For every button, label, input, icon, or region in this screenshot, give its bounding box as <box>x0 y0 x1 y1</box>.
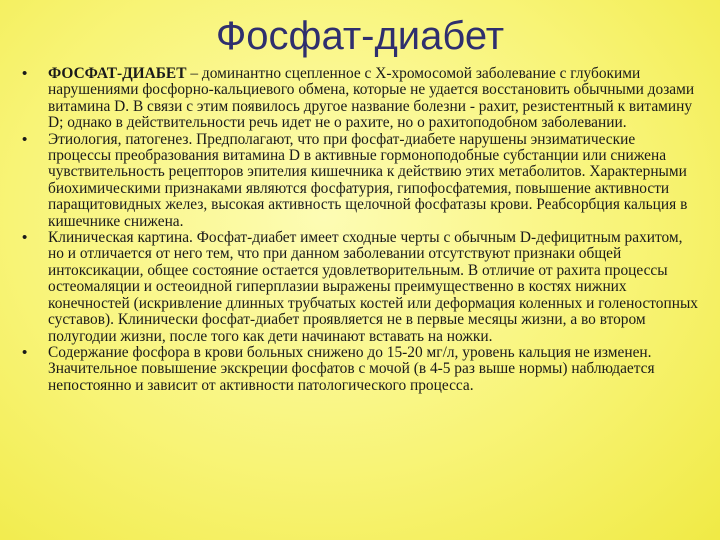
bullet-item <box>22 230 702 345</box>
bullet-lead-term: ФОСФАТ-ДИАБЕТ <box>48 65 187 82</box>
bullet-item <box>22 66 702 132</box>
bullet-dot-icon: • <box>22 130 28 148</box>
bullet-item <box>22 345 702 394</box>
bullet-text: Клиническая картина. Фосфат-диабет имеет сходные черты с обычным D-дефицитным рахитом, но и отличается от него тем, что при данном заболевании отсутствуют признаки общей интоксикации, общее состояние остается удовлетворительным. В отличие от рахита процессы остеомаляции и остеоидной гиперплазии выражены преимущественно в костях нижних конечностей (искривление длинных трубчатых костей или деформация коленных и голеностопных суставов). Клинически фосфат-диабет проявляется не в первые месяцы жизни, а во втором полугодии жизни, после того как дети начинают вставать на ножки. <box>48 229 698 345</box>
bullet-dot-icon: • <box>22 343 28 361</box>
bullet-dot-icon: • <box>22 229 28 247</box>
bullet-list <box>22 66 702 394</box>
slide-title: Фосфат-диабет <box>215 14 505 58</box>
bullet-text: Этиология, патогенез. Предполагают, что при фосфат-диабете нарушены энзиматические процессы преобразования витамина D в активные гормоноподобные субстанции или снижена чувствительность рецепторов эпителия кишечника к действию этих метаболитов. Характерными биохимическими признаками являются фосфатурия, гипофосфатемия, повышение активности паращитовидных желез, высокая активность щелочной фосфатазы крови. Реабсорбция кальция в кишечнике снижена. <box>48 130 688 230</box>
bullet-text: Содержание фосфора в крови больных снижено до 15-20 мг/л, уровень кальция не изменен. Значительное повышение экскреции фосфатов с мочой (в 4-5 раз выше нормы) наблюдается непостоянно и зависит от активности патологического процесса. <box>48 343 655 394</box>
bullet-item <box>22 132 702 230</box>
bullet-text: – доминантно сцепленное с Х-хромосомой заболевание с глубокими нарушениями фосфорно-кальциевого обмена, которые не удается восстановить обычными дозами витамина D. В связи с этим появилось другое название болезни - рахит, резистентный к витамину D; однако в действительности речь идет не о рахите, но о рахитоподобном заболевании. <box>48 65 695 132</box>
bullet-dot-icon: • <box>22 65 28 82</box>
